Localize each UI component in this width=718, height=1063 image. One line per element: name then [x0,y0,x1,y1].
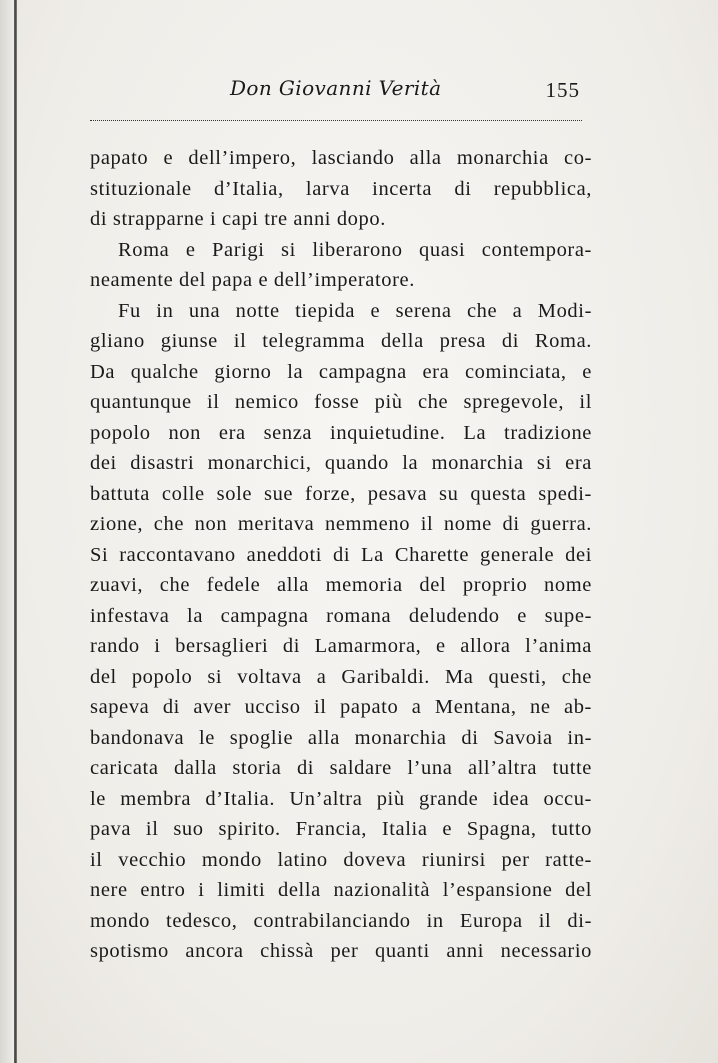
text-line: gliano giunse il telegramma della presa di Roma. [90,330,592,352]
header-dotted-rule [90,120,582,121]
text-line: bandonava le spoglie alla monarchia di Savoia in- [90,726,592,749]
running-title: Don Giovanni Verità [230,76,442,100]
text-line: del popolo si voltava a Garibaldi. Ma questi, che [90,665,592,688]
text-line: infestava la campagna romana deludendo e supe- [90,604,592,627]
text-line: pava il suo spirito. Francia, Italia e Spagna, tutto [90,818,592,840]
text-line: rando i bersaglieri di Lamarmora, e allora l’anima [90,635,592,657]
text-line: Roma e Parigi si liberarono quasi contempora- [118,238,592,261]
text-line: caricata dalla storia di saldare l’una all’altra tutte [90,757,592,779]
page-number: 155 [545,78,580,102]
text-line: il vecchio mondo latino doveva riunirsi per ratte- [90,848,592,871]
text-line: papato e dell’impero, lasciando alla monarchia co- [90,147,592,169]
text-line: Si raccontavano aneddoti di La Charette generale dei [90,543,592,566]
text-line: di strapparne i capi tre anni dopo. [90,208,386,230]
text-line: sapeva di aver ucciso il papato a Mentana, ne ab- [90,696,592,718]
text-line: zione, che non meritava nemmeno il nome di guerra. [90,513,592,535]
text-line: popolo non era senza inquietudine. La tradizione [90,421,592,444]
book-spine-edge [14,0,17,1063]
text-line: nere entro i limiti della nazionalità l’espansione del [90,879,592,901]
text-line: quantunque il nemico fosse più che spregevole, il [90,391,592,413]
text-line: stituzionale d’Italia, larva incerta di repubblica, [90,177,592,200]
body-text [90,143,592,967]
text-line: spotismo ancora chissà per quanti anni necessario [90,940,592,962]
text-line: zuavi, che fedele alla memoria del proprio nome [90,574,592,596]
running-head [90,72,580,112]
text-line: mondo tedesco, contrabilanciando in Europa il di- [90,909,592,932]
text-line: neamente del papa e dell’imperatore. [90,269,415,291]
text-line: Fu in una notte tiepida e serena che a Modi- [118,299,592,322]
text-line: le membra d’Italia. Un’altra più grande idea occu- [90,787,592,810]
gutter-shadow [0,0,14,1063]
text-line: battuta colle sole sue forze, pesava su questa spedi- [90,482,592,505]
text-line: Da qualche giorno la campagna era cominciata, e [90,360,592,383]
text-line: dei disastri monarchici, quando la monarchia si era [90,452,592,474]
